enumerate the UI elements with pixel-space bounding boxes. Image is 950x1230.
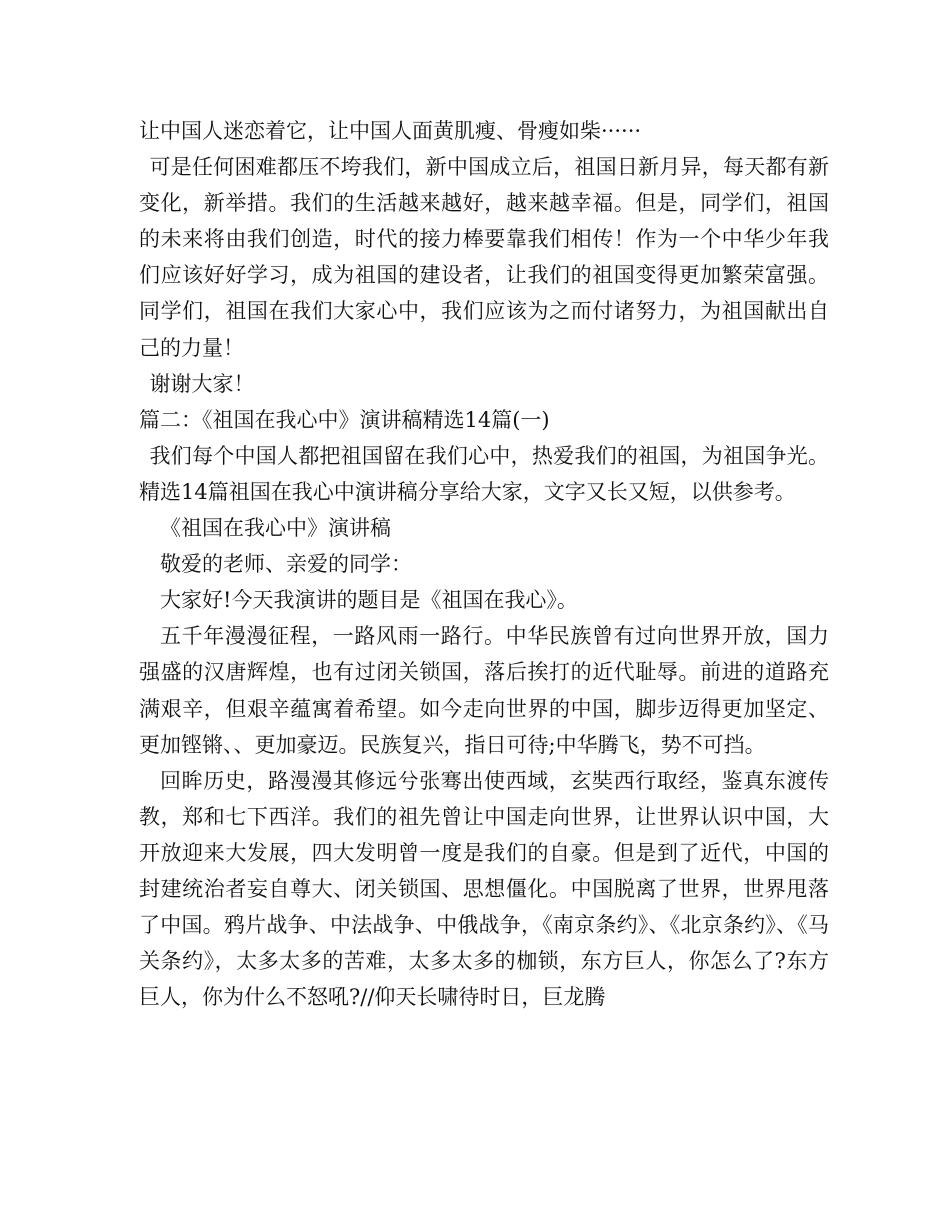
speech-title: 《祖国在我心中》演讲稿 (160, 516, 391, 541)
paragraph: 大家好!今天我演讲的题目是《祖国在我心》。 (160, 588, 578, 613)
section-heading: 篇二：《祖国在我心中》演讲稿精选14篇(一) (139, 407, 550, 432)
salutation: 敬爱的老师、亲爱的同学： (160, 552, 412, 577)
paragraph: 谢谢大家！ (149, 371, 255, 396)
paragraph: 可是任何困难都压不垮我们，新中国成立后，祖国日新月异，每天都有新变化，新举措。我们的生活越来越好，越来越幸福。但是，同学们，祖国的未来将由我们创造，时代的接力棒要靠我们相传！作为一个中华少年我们应该好好学习，成为祖国的建设者，让我们的祖国变得更加繁荣富强。同学们，祖国在我们大家心中，我们应该为之而付诸努力，为祖国献出自己的力量！ (139, 155, 829, 360)
document-body (139, 113, 829, 1015)
paragraph: 回眸历史，路漫漫其修远兮张骞出使西域，玄奘西行取经，鉴真东渡传教，郑和七下西洋。我们的祖先曾让中国走向世界，让世界认识中国，大开放迎来大发展，四大发明曾一度是我们的自豪。但是到了近代，中国的封建统治者妄自尊大、闭关锁国、思想僵化。中国脱离了世界，世界甩落了中国。鸦片战争、中法战争、中俄战争，《南京条约》、《北京条约》、《马关条约》，太多太多的苦难，太多太多的枷锁，东方巨人，你怎么了?东方巨人，你为什么不怒吼?//仰天长啸待时日，巨龙腾 (139, 768, 829, 1010)
paragraph: 我们每个中国人都把祖国留在我们心中，热爱我们的祖国，为祖国争光。精选14篇祖国在我心中演讲稿分享给大家，文字又长又短，以供参考。 (139, 443, 829, 504)
paragraph: 让中国人迷恋着它，让中国人面黄肌瘦、骨瘦如柴······ (139, 119, 642, 143)
paragraph: 五千年漫漫征程，一路风雨一路行。中华民族曾有过向世界开放，国力强盛的汉唐辉煌，也有过闭关锁国，落后挨打的近代耻辱。前进的道路充满艰辛，但艰辛蕴寓着希望。如今走向世界的中国，脚步迈得更加坚定、更加铿锵、、更加豪迈。民族复兴，指日可待;中华腾飞，势不可挡。 (139, 624, 829, 757)
